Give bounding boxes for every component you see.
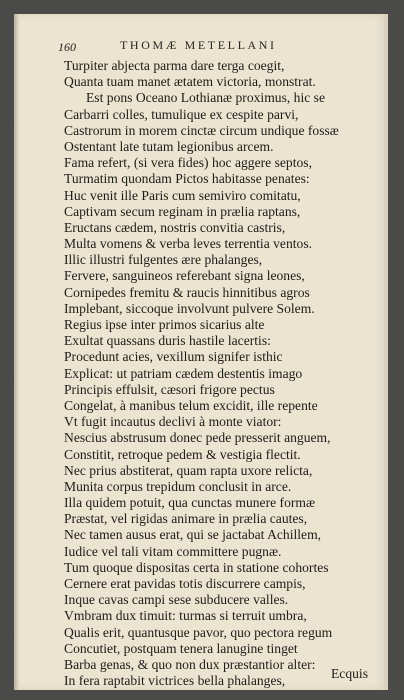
verse-line: Ostentant late tutam legionibus arcem.	[64, 138, 274, 154]
verse-block	[64, 58, 382, 689]
page-number: 160	[58, 40, 76, 54]
verse-line: Inque cavas campi sese subducere valles.	[64, 592, 289, 608]
verse-line: Carbarri colles, tumulique ex cespite parvi,	[64, 106, 299, 122]
running-head: THOMÆ METELLANI	[120, 38, 277, 52]
page-header	[58, 38, 376, 56]
verse-line: Vmbram dux timuit: turmas si terruit umbra,	[64, 608, 307, 624]
verse-line: Congelat, à manibus telum excidit, ille repente	[64, 397, 318, 413]
verse-line: Turpiter abjecta parma dare terga coegit,	[64, 58, 285, 73]
verse-line: Multa vomens & verba leves terrentia ventos.	[64, 236, 313, 252]
verse-line: Captivam secum reginam in prælia raptans,	[64, 203, 301, 219]
verse-line: Regius ipse inter primos sicarius alte	[64, 317, 265, 332]
verse-line: Huc venit ille Paris cum semiviro comitatu,	[64, 187, 301, 203]
page-edge	[384, 14, 388, 690]
verse-line: Implebant, siccoque involvunt pulvere Solem.	[64, 300, 315, 316]
verse-line: Eructans cædem, nostris convitia castris,	[64, 219, 286, 235]
verse-line: Illa quidem potuit, qua cunctas munere formæ	[64, 495, 316, 511]
verse-line: Turmatim quondam Pictos habitasse penates:	[64, 171, 310, 187]
verse-line: Munita corpus trepidum conclusit in arce.	[64, 478, 292, 494]
verse-line: Principis effulsit, cæsori frigore pectus	[64, 381, 275, 397]
verse-line: Illic illustri fulgentes ære phalanges,	[64, 252, 263, 268]
verse-line: Explicat: ut patriam cædem destentis imago	[64, 365, 303, 381]
verse-line: Exultat quassans duris hastile lacertis:	[64, 333, 271, 349]
verse-line: Cernere erat pavidas totis discurrere campis,	[64, 576, 306, 591]
verse-line: Iudice vel tali vitam committere pugnæ.	[64, 543, 282, 559]
verse-line: Constitit, retroque pedem & vestigia flectit.	[64, 446, 301, 462]
verse-line: Cornipedes fremitu & raucis hinnitibus agros	[64, 284, 310, 300]
page-gutter	[14, 14, 20, 690]
verse-line: Castrorum in morem cinctæ circum undique fossæ	[64, 122, 339, 138]
verse-line: Præstat, vel rigidas animare in prælia cautes,	[64, 511, 308, 527]
verse-line: Est pons Oceano Lothianæ proximus, hic se	[86, 90, 325, 106]
verse-line: Procedunt acies, vexillum signifer isthic	[64, 349, 283, 365]
verse-line: Barba genas, & quo non dux præstantior alter:	[64, 656, 316, 672]
verse-line: Fervere, sanguineos referebant signa leones,	[64, 268, 305, 284]
book-page	[14, 14, 388, 690]
verse-line: Concutiet, postquam tenera lanugine tinget	[64, 640, 298, 656]
catchword: Ecquis	[331, 666, 368, 681]
verse-line: Tum quoque dispositas certa in statione cohortes	[64, 559, 329, 575]
verse-line: Nescius abstrusum donec pede presserit anguem,	[64, 430, 331, 446]
verse-line: Quanta tuam manet ætatem victoria, monstrat.	[64, 74, 316, 90]
verse-line: Vt fugit incautus declivi à monte viator:	[64, 414, 282, 430]
verse-line: Nec prius abstiterat, quam rapta uxore relicta,	[64, 462, 313, 478]
verse-line: Nec tamen ausus erat, qui se jactabat Achillem,	[64, 527, 322, 543]
verse-line: In fera raptabit victrices bella phalanges,	[64, 673, 286, 689]
verse-line: Qualis erit, quantusque pavor, quo pectora regum	[64, 624, 333, 640]
verse-line: Fama refert, (si vera fides) hoc aggere septos,	[64, 155, 312, 171]
